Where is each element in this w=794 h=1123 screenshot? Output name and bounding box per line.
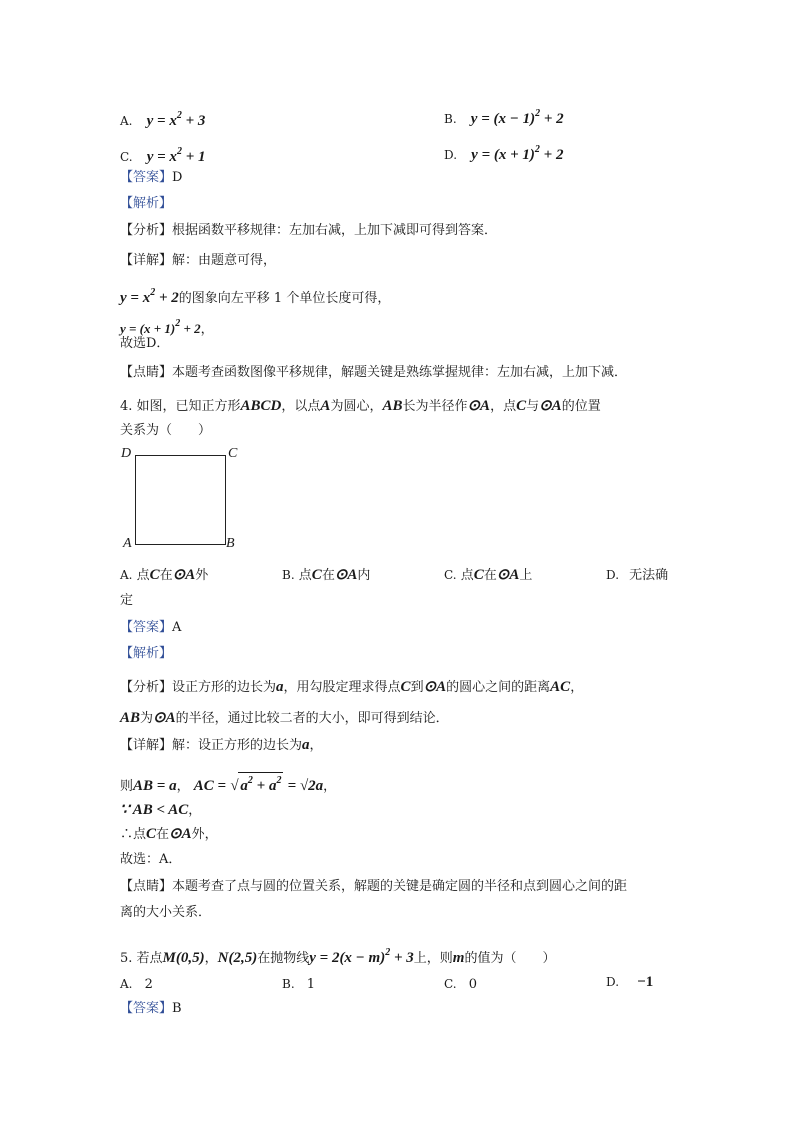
fenxi-text: 的圆心之间的距离 <box>446 680 551 695</box>
var-m: m <box>452 950 465 966</box>
q4-option-c <box>444 565 532 586</box>
q4-fenxi-line2 <box>120 708 449 729</box>
stem-text: 5. 若点 <box>120 951 163 966</box>
var-a: a <box>276 679 284 695</box>
option-value: −1 <box>637 974 654 990</box>
option-label: B. <box>282 568 295 582</box>
dianjing-text: 本题考查函数图像平移规律，解题关键是熟练掌握规律：左加右减，上加下减． <box>172 365 628 380</box>
answer-tag: 【答案】 <box>120 620 173 635</box>
dianjing-tag: 【点睛】 <box>120 879 173 894</box>
answer-value: D <box>172 170 183 185</box>
stem-text: 长为半径作 <box>402 399 468 414</box>
xiangjie-tag: 【详解】 <box>120 253 173 268</box>
q4-analysis-tag <box>120 644 172 664</box>
stem-text: ，以点 <box>281 399 321 414</box>
because-expr: ∵ AB < AC <box>120 802 189 818</box>
q3-option-c <box>120 142 206 168</box>
circle-a: ⊙A <box>172 567 196 583</box>
stem-text: ，点 <box>490 399 517 414</box>
therefore-text: ∴点 <box>120 827 147 842</box>
answer-tag: 【答案】 <box>120 170 173 185</box>
option-label: B. <box>444 112 457 126</box>
stem-text: 的位置 <box>561 399 601 414</box>
q4-conclusion <box>120 850 181 870</box>
xiangjie-text: ， <box>309 738 323 753</box>
point-c: C <box>311 567 322 583</box>
option-text: 上 <box>519 568 533 583</box>
xiangjie-tag: 【详解】 <box>120 738 173 753</box>
ab-equals-a: AB = a <box>133 778 177 794</box>
step1-text: 的图象向左平移 1 个单位长度可得， <box>178 291 391 306</box>
fenxi-text: 的半径，通过比较二者的大小，即可得到结论． <box>175 711 449 726</box>
therefore-text: 外， <box>191 827 218 842</box>
point-c: C <box>149 567 160 583</box>
label-b: B <box>226 536 235 551</box>
circle-a: ⊙A <box>169 826 192 842</box>
point-a: A <box>320 398 331 414</box>
option-value: 2 <box>144 977 153 992</box>
answer-value: A <box>172 620 182 635</box>
because-end: ， <box>188 803 202 818</box>
fenxi-text: ， <box>570 680 584 695</box>
dianjing-text: 离的大小关系． <box>120 905 212 920</box>
option-label: D. <box>606 568 620 582</box>
point-c: C <box>146 826 157 842</box>
point-c: C <box>516 398 527 414</box>
stem-text: 4. 如图，已知正方形 <box>120 399 241 414</box>
fenxi-text: 根据函数平移规律：左加右减，上加下减即可得到答案． <box>172 223 498 238</box>
answer-value: B <box>172 1001 182 1016</box>
q5-stem <box>120 943 555 969</box>
circle-a: ⊙A <box>467 398 491 414</box>
option-label: C. <box>444 977 457 991</box>
label-a: A <box>123 536 132 551</box>
option-text: 点 <box>136 568 150 583</box>
xiangjie-text: 解：设正方形的边长为 <box>172 738 303 753</box>
ze-text: 则 <box>120 779 134 794</box>
q5-option-a <box>120 974 153 995</box>
q3-fenxi <box>120 221 497 241</box>
therefore-text: 在 <box>156 827 170 842</box>
square-name: ABCD <box>240 398 282 414</box>
q3-option-a <box>120 106 205 132</box>
parabola-expr: $y = 2(x - m)^2 + 3$ <box>309 947 414 966</box>
sqrt2a: = √2a <box>287 778 324 794</box>
answer-tag: 【答案】 <box>120 1001 173 1016</box>
q5-option-b <box>282 974 315 995</box>
q4-dianjing-line2 <box>120 903 211 923</box>
option-math: $y = (x + 1)^2 + 2$ <box>471 144 564 163</box>
q4-therefore <box>120 824 218 845</box>
dianjing-tag: 【点睛】 <box>120 365 173 380</box>
fenxi-text: 到 <box>410 680 424 695</box>
q4-xiangjie <box>120 735 323 756</box>
step2-text: ， <box>200 322 214 337</box>
fenxi-text: 为 <box>140 711 154 726</box>
conclusion-text: 故选：A． <box>120 852 182 867</box>
option-label: A. <box>120 568 133 582</box>
q4-option-d-wrap <box>120 591 133 611</box>
ze-text: ， <box>176 779 190 794</box>
q5-option-c <box>444 974 477 995</box>
option-math: $y = x^2 + 1$ <box>146 146 206 165</box>
option-text: 点 <box>460 568 474 583</box>
label-d: D <box>121 446 132 461</box>
square-figure <box>118 444 248 552</box>
segment-ac: AC <box>550 679 571 695</box>
stem-text: 上，则 <box>413 951 453 966</box>
option-text: 点 <box>298 568 312 583</box>
segment-ab: AB <box>120 710 141 726</box>
point-m: M(0,5) <box>162 950 205 966</box>
option-value: 0 <box>468 977 477 992</box>
dianjing-text: 本题考查了点与圆的位置关系，解题的关键是确定圆的半径和点到圆心之间的距 <box>172 879 628 894</box>
q5-option-d <box>606 972 653 993</box>
q3-dianjing <box>120 363 627 383</box>
option-text: 无法确 <box>629 568 669 583</box>
option-label: D. <box>444 148 458 162</box>
stem-text: 与 <box>526 399 540 414</box>
option-text: 在 <box>321 568 335 583</box>
option-math: $y = x^2 + 3$ <box>146 110 206 129</box>
xiangjie-text: 解：由题意可得， <box>172 253 277 268</box>
q4-option-b <box>282 565 370 586</box>
circle-a: ⊙A <box>423 679 447 695</box>
fenxi-text: 设正方形的边长为 <box>172 680 277 695</box>
option-text: 在 <box>483 568 497 583</box>
square-outline <box>135 455 226 545</box>
option-label: C. <box>120 150 133 164</box>
step1-math: $y = x^2 + 2$ <box>120 287 179 306</box>
q4-stem-line2 <box>120 421 211 441</box>
option-text: 内 <box>357 568 371 583</box>
q4-stem-line1 <box>120 396 601 417</box>
circle-a: ⊙A <box>496 567 520 583</box>
sqrt-expression: √ $a^2 + a^2$ <box>230 778 283 794</box>
q4-dianjing-line1 <box>120 877 627 897</box>
point-c: C <box>473 567 484 583</box>
q3-analysis-tag <box>120 194 172 214</box>
circle-a: ⊙A <box>153 710 176 726</box>
q3-option-b <box>444 104 564 130</box>
option-text: 在 <box>159 568 173 583</box>
step2-math: $y = (x + 1)^2 + 2$ <box>120 318 201 336</box>
sqrt-radicand: $a^2 + a^2$ <box>238 772 283 794</box>
q3-conclusion <box>120 334 169 354</box>
q3-xiangjie <box>120 251 276 271</box>
q4-ze-line <box>120 772 336 797</box>
conclusion-text: 故选D． <box>120 336 170 351</box>
fenxi-tag: 【分析】 <box>120 223 173 238</box>
option-text: 外 <box>195 568 209 583</box>
q4-because <box>120 800 201 821</box>
option-text: 定 <box>120 593 134 608</box>
label-c: C <box>228 446 238 461</box>
point-c: C <box>400 679 411 695</box>
q3-answer <box>120 168 182 188</box>
circle-a: ⊙A <box>539 398 562 414</box>
stem-text: 为圆心， <box>330 399 383 414</box>
ac-label: AC = <box>193 778 227 794</box>
option-label: C. <box>444 568 457 582</box>
segment-ab: AB <box>382 398 403 414</box>
analysis-tag: 【解析】 <box>120 196 173 211</box>
option-label: B. <box>282 977 295 991</box>
q4-answer <box>120 618 181 638</box>
q4-option-a <box>120 565 208 586</box>
q3-option-d <box>444 140 563 166</box>
stem-text: 在抛物线 <box>257 951 310 966</box>
option-math: $y = (x - 1)^2 + 2$ <box>470 108 564 127</box>
stem-text: ， <box>204 951 218 966</box>
q3-step1 <box>120 283 390 309</box>
stem-text: 关系为（ ） <box>120 423 212 438</box>
option-value: 1 <box>306 977 316 992</box>
var-a: a <box>302 737 310 753</box>
point-n: N(2,5) <box>217 950 258 966</box>
analysis-tag: 【解析】 <box>120 646 173 661</box>
fenxi-text: ，用勾股定理求得点 <box>283 680 401 695</box>
q5-answer <box>120 999 182 1019</box>
option-label: D. <box>606 975 620 989</box>
circle-a: ⊙A <box>334 567 358 583</box>
option-label: A. <box>120 977 133 991</box>
q4-fenxi-line1 <box>120 677 583 698</box>
fenxi-tag: 【分析】 <box>120 680 173 695</box>
option-label: A. <box>120 114 133 128</box>
ze-text: ， <box>323 779 337 794</box>
q4-option-d <box>606 565 668 586</box>
stem-text: 的值为（ ） <box>464 951 556 966</box>
